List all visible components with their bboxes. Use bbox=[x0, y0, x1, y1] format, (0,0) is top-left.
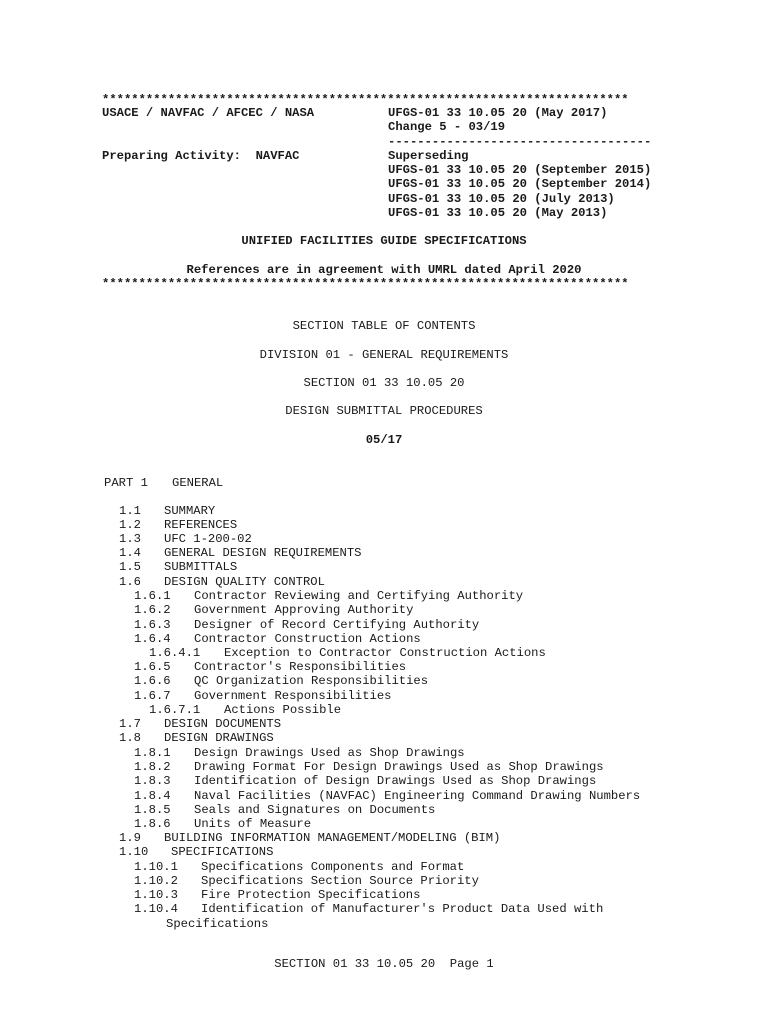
toc-entry bbox=[134, 760, 604, 774]
toc-number: 1.2 bbox=[119, 518, 141, 532]
toc-title: Specifications Section Source Priority bbox=[201, 874, 479, 888]
page-footer: SECTION 01 33 10.05 20 Page 1 bbox=[274, 957, 494, 971]
toc-entry bbox=[134, 860, 464, 874]
toc-title: DESIGN QUALITY CONTROL bbox=[164, 575, 325, 589]
toc-number: 1.8.4 bbox=[134, 789, 171, 803]
toc-entry bbox=[119, 518, 237, 532]
toc-title: Contractor Reviewing and Certifying Authority bbox=[194, 589, 524, 603]
toc-number: 1.1 bbox=[119, 504, 141, 518]
guide-title: UNIFIED FACILITIES GUIDE SPECIFICATIONS bbox=[241, 234, 527, 248]
toc-number: 1.8 bbox=[119, 731, 141, 745]
toc-entry bbox=[134, 817, 311, 831]
toc-title: Government Responsibilities bbox=[194, 689, 392, 703]
toc-title: REFERENCES bbox=[164, 518, 238, 532]
toc-number: 1.6.4.1 bbox=[149, 646, 201, 660]
toc-title: DESIGN DRAWINGS bbox=[164, 731, 274, 745]
toc-entry-continuation bbox=[134, 917, 268, 931]
section-name: DESIGN SUBMITTAL PROCEDURES bbox=[285, 404, 483, 418]
part-label: PART 1 bbox=[104, 476, 148, 490]
toc-entry bbox=[134, 803, 435, 817]
division-heading: DIVISION 01 - GENERAL REQUIREMENTS bbox=[259, 348, 509, 362]
toc-number: 1.8.6 bbox=[134, 817, 171, 831]
change-text: Change 5 - 03/19 bbox=[388, 120, 506, 134]
toc-number: 1.10.1 bbox=[134, 860, 178, 874]
toc-entry bbox=[134, 618, 479, 632]
toc-title: Design Drawings Used as Shop Drawings bbox=[194, 746, 465, 760]
toc-number: 1.6.4 bbox=[134, 632, 171, 646]
toc-entry bbox=[134, 660, 406, 674]
toc-title: DESIGN DOCUMENTS bbox=[164, 717, 282, 731]
toc-entry bbox=[134, 674, 428, 688]
toc-title: GENERAL DESIGN REQUIREMENTS bbox=[164, 546, 362, 560]
toc-entry bbox=[149, 703, 341, 717]
toc-title: Units of Measure bbox=[194, 817, 312, 831]
toc-title: Designer of Record Certifying Authority bbox=[194, 618, 480, 632]
toc-entry bbox=[134, 774, 596, 788]
toc-number: 1.7 bbox=[119, 717, 141, 731]
toc-number: 1.10.4 bbox=[134, 902, 178, 916]
toc-title: Fire Protection Specifications bbox=[201, 888, 421, 902]
superseded-item: UFGS-01 33 10.05 20 (May 2013) bbox=[388, 206, 608, 220]
toc-number: 1.5 bbox=[119, 560, 141, 574]
toc-title: SUMMARY bbox=[164, 504, 216, 518]
superseded-item: UFGS-01 33 10.05 20 (July 2013) bbox=[388, 192, 615, 206]
toc-title: SPECIFICATIONS bbox=[171, 845, 274, 859]
preparing-activity: Preparing Activity: NAVFAC bbox=[102, 149, 300, 163]
part-title: GENERAL bbox=[172, 476, 224, 490]
toc-title: Contractor's Responsibilities bbox=[194, 660, 407, 674]
toc-number: 1.8.1 bbox=[134, 746, 171, 760]
dash-rule: ------------------------------------ bbox=[388, 135, 652, 149]
toc-entry bbox=[134, 603, 413, 617]
toc-title: SUBMITTALS bbox=[164, 560, 238, 574]
bottom-star-rule: ************************************************************************ bbox=[102, 277, 629, 291]
ufgs-id: UFGS-01 33 10.05 20 (May 2017) bbox=[388, 106, 608, 120]
toc-number: 1.6.7.1 bbox=[149, 703, 201, 717]
toc-number: 1.6.7 bbox=[134, 689, 171, 703]
toc-entry bbox=[119, 546, 361, 560]
toc-number: 1.6 bbox=[119, 575, 141, 589]
section-heading: SECTION 01 33 10.05 20 bbox=[303, 376, 465, 390]
toc-entry bbox=[119, 831, 500, 845]
toc-title: UFC 1-200-02 bbox=[164, 532, 252, 546]
toc-title: Identification of Design Drawings Used as Shop Drawings bbox=[194, 774, 597, 788]
superseding-label: Superseding bbox=[388, 149, 469, 163]
toc-title: Contractor Construction Actions bbox=[194, 632, 421, 646]
toc-entry bbox=[134, 689, 391, 703]
toc-entry bbox=[119, 532, 252, 546]
toc-entry bbox=[134, 632, 421, 646]
toc-number: 1.3 bbox=[119, 532, 141, 546]
toc-entry bbox=[134, 888, 420, 902]
toc-entry bbox=[119, 575, 325, 589]
toc-number: 1.9 bbox=[119, 831, 141, 845]
toc-title: Exception to Contractor Construction Actions bbox=[224, 646, 546, 660]
toc-entry bbox=[119, 504, 215, 518]
toc-title: Actions Possible bbox=[224, 703, 342, 717]
toc-number: 1.6.3 bbox=[134, 618, 171, 632]
toc-title: Naval Facilities (NAVFAC) Engineering Command Drawing Numbers bbox=[194, 789, 641, 803]
toc-title: Seals and Signatures on Documents bbox=[194, 803, 436, 817]
toc-number: 1.4 bbox=[119, 546, 141, 560]
top-star-rule: ************************************************************************ bbox=[102, 93, 629, 107]
toc-number: 1.6.1 bbox=[134, 589, 171, 603]
toc-heading: SECTION TABLE OF CONTENTS bbox=[292, 319, 476, 333]
toc-title: Government Approving Authority bbox=[194, 603, 414, 617]
toc-entry bbox=[134, 789, 640, 803]
toc-title: Specifications Components and Format bbox=[201, 860, 465, 874]
toc-number: 1.10 bbox=[119, 845, 149, 859]
toc-number: 1.10.2 bbox=[134, 874, 178, 888]
toc-entry bbox=[134, 589, 523, 603]
toc-entry bbox=[134, 874, 479, 888]
section-date: 05/17 bbox=[365, 433, 403, 447]
toc-entry bbox=[119, 845, 273, 859]
references-note: References are in agreement with UMRL dated April 2020 bbox=[186, 263, 582, 277]
superseded-item: UFGS-01 33 10.05 20 (September 2015) bbox=[388, 163, 652, 177]
toc-title: BUILDING INFORMATION MANAGEMENT/MODELING (BIM) bbox=[164, 831, 501, 845]
toc-number: 1.10.3 bbox=[134, 888, 178, 902]
toc-entry bbox=[119, 717, 281, 731]
toc-entry bbox=[134, 902, 603, 916]
toc-title: Drawing Format For Design Drawings Used as Shop Drawings bbox=[194, 760, 604, 774]
toc-entry bbox=[119, 731, 274, 745]
toc-title: QC Organization Responsibilities bbox=[194, 674, 429, 688]
toc-entry bbox=[134, 746, 465, 760]
toc-title: Identification of Manufacturer's Product Data Used with bbox=[201, 902, 604, 916]
toc-number: 1.8.3 bbox=[134, 774, 171, 788]
toc-entry bbox=[119, 560, 237, 574]
toc-number: 1.6.5 bbox=[134, 660, 171, 674]
agencies-text: USACE / NAVFAC / AFCEC / NASA bbox=[102, 106, 315, 120]
toc-number: 1.8.2 bbox=[134, 760, 171, 774]
superseded-item: UFGS-01 33 10.05 20 (September 2014) bbox=[388, 177, 652, 191]
toc-title: Specifications bbox=[166, 917, 269, 931]
toc-entry bbox=[149, 646, 546, 660]
toc-number: 1.6.6 bbox=[134, 674, 171, 688]
toc-number: 1.8.5 bbox=[134, 803, 171, 817]
toc-number: 1.6.2 bbox=[134, 603, 171, 617]
